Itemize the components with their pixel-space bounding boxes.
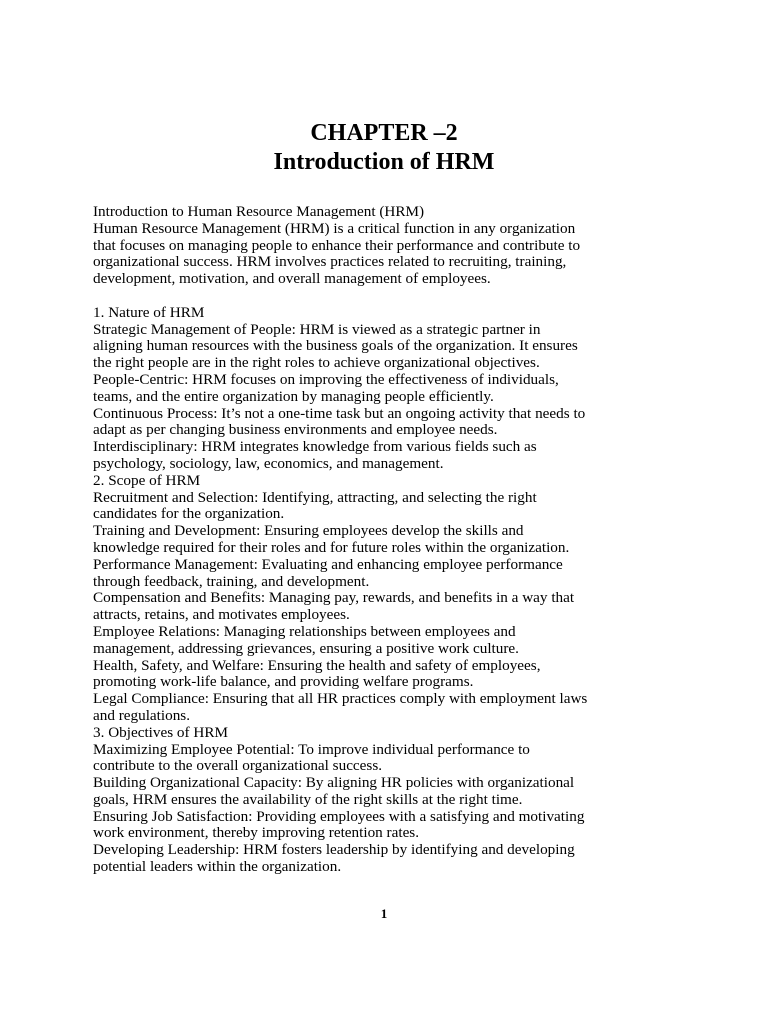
section-scope-of-hrm [93, 473, 693, 725]
text-line: aligning human resources with the business goals of the organization. It ensures [93, 337, 578, 355]
text-line: Interdisciplinary: HRM integrates knowledge from various fields such as [93, 438, 537, 456]
text-line: knowledge required for their roles and for future roles within the organization. [93, 538, 570, 556]
text-line: Ensuring Job Satisfaction: Providing employees with a satisfying and motivating [93, 807, 585, 825]
intro-paragraph [93, 204, 693, 288]
text-line: Compensation and Benefits: Managing pay, rewards, and benefits in a way that [93, 589, 575, 607]
text-line: work environment, thereby improving retention rates. [93, 824, 420, 842]
text-line: Legal Compliance: Ensuring that all HR practices comply with employment laws [93, 690, 588, 708]
text-line: that focuses on managing people to enhance their performance and contribute to [93, 236, 581, 254]
text-line: Training and Development: Ensuring employees develop the skills and [93, 522, 524, 540]
blank-line [93, 288, 693, 305]
text-line: Strategic Management of People: HRM is viewed as a strategic partner in [93, 320, 541, 338]
text-line: People-Centric: HRM focuses on improving the effectiveness of individuals, [93, 370, 559, 388]
section-nature-of-hrm [93, 305, 693, 473]
text-line: development, motivation, and overall management of employees. [93, 270, 491, 288]
chapter-title: Introduction of HRM [273, 149, 495, 175]
text-line: and regulations. [93, 706, 191, 724]
text-line: promoting work-life balance, and providing welfare programs. [93, 673, 474, 691]
text-line: the right people are in the right roles to achieve organizational objectives. [93, 354, 540, 372]
text-line: adapt as per changing business environments and employee needs. [93, 421, 498, 439]
text-line: psychology, sociology, law, economics, and management. [93, 454, 444, 472]
text-line: Performance Management: Evaluating and enhancing employee performance [93, 555, 563, 573]
text-line: Building Organizational Capacity: By aligning HR policies with organizational [93, 774, 575, 792]
text-line: Recruitment and Selection: Identifying, attracting, and selecting the right [93, 488, 537, 506]
text-line: Employee Relations: Managing relationships between employees and [93, 622, 516, 640]
text-line: Developing Leadership: HRM fosters leadership by identifying and developing [93, 841, 575, 859]
section-heading: 2. Scope of HRM [93, 471, 201, 489]
section-heading: 3. Objectives of HRM [93, 723, 228, 741]
intro-heading: Introduction to Human Resource Management (HRM) [93, 203, 425, 220]
text-line: teams, and the entire organization by managing people efficiently. [93, 387, 494, 405]
text-line: potential leaders within the organization. [93, 858, 342, 876]
text-line: goals, HRM ensures the availability of the right skills at the right time. [93, 790, 523, 808]
section-objectives-of-hrm [93, 725, 693, 876]
text-line: contribute to the overall organizational success. [93, 757, 383, 775]
page-number: 1 [380, 906, 388, 921]
text-line: candidates for the organization. [93, 505, 285, 523]
text-line: organizational success. HRM involves practices related to recruiting, training, [93, 253, 567, 271]
text-line: through feedback, training, and development. [93, 572, 370, 590]
document-body [93, 204, 693, 876]
chapter-number: CHAPTER –2 [310, 120, 458, 146]
text-line: Health, Safety, and Welfare: Ensuring the health and safety of employees, [93, 656, 541, 674]
section-heading: 1. Nature of HRM [93, 303, 205, 321]
text-line: Maximizing Employee Potential: To improve individual performance to [93, 740, 530, 758]
text-line: attracts, retains, and motivates employees. [93, 606, 350, 624]
text-line: management, addressing grievances, ensuring a positive work culture. [93, 639, 519, 657]
text-line: Human Resource Management (HRM) is a critical function in any organization [93, 219, 576, 237]
text-line: Continuous Process: It’s not a one-time task but an ongoing activity that needs to [93, 404, 586, 422]
